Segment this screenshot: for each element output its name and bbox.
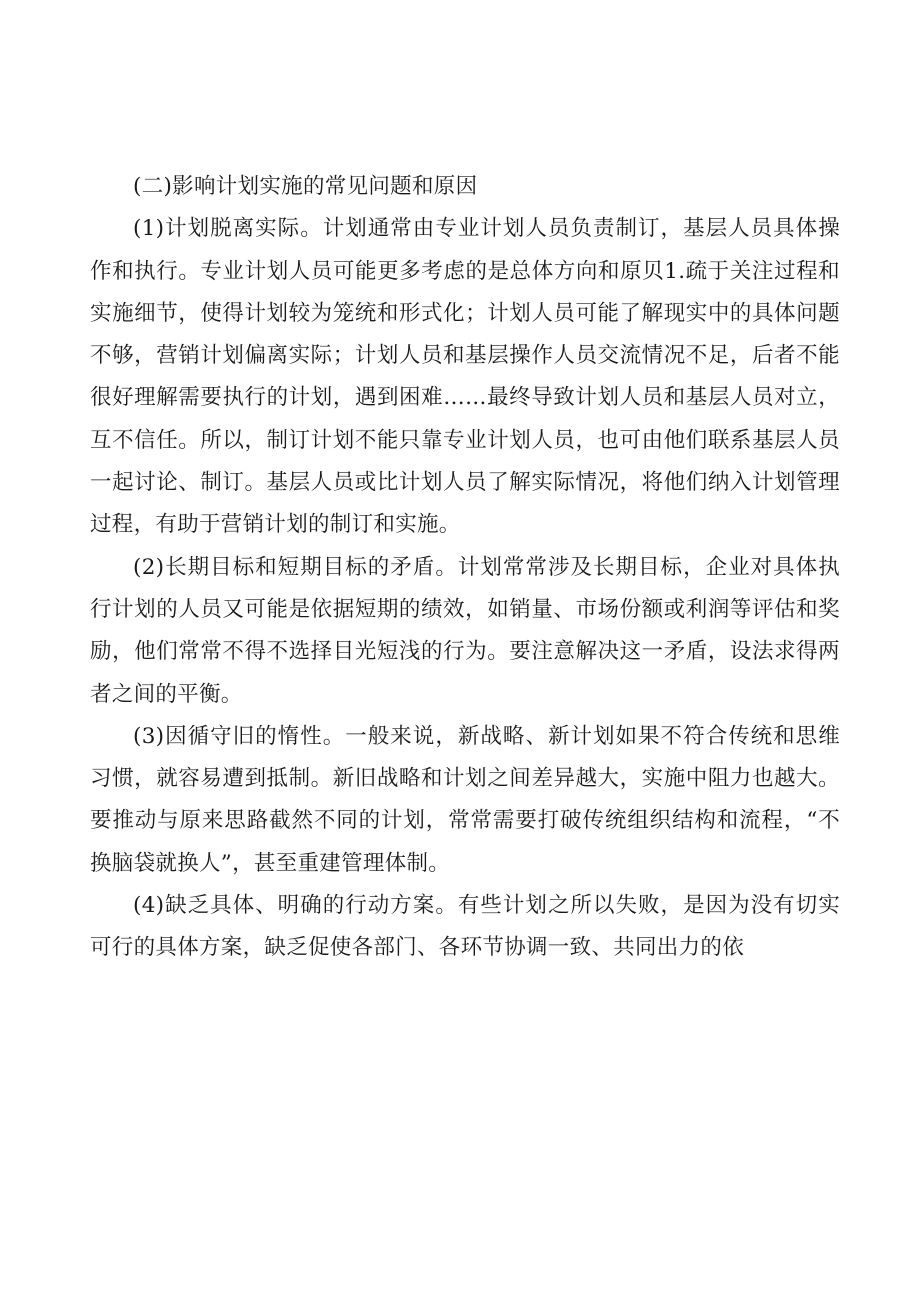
paragraph-3: (3)因循守旧的惰性。一般来说，新战略、新计划如果不符合传统和思维习惯，就容易遭到抵制。新旧战略和计划之间差异越大，实施中阻力也越大。要推动与原来思路截然不同的计划，常常需要打破传统组织结构和流程，“不换脑袋就换人”，甚至重建管理体制。 — [90, 723, 840, 876]
paragraph-4: (4)缺乏具体、明确的行动方案。有些计划之所以失败，是因为没有切实可行的具体方案，缺乏促使各部门、各环节协调一致、共同出力的依 — [90, 893, 840, 961]
paragraph-2: (2)长期目标和短期目标的矛盾。计划常常涉及长期目标，企业对具体执行计划的人员又可能是依据短期的绩效，如销量、市场份额或利润等评估和奖励，他们常常不得不选择目光短浅的行为。要注意解决这一矛盾，设法求得两者之间的平衡。 — [90, 554, 840, 707]
paragraph-1: (1)计划脱离实际。计划通常由专业计划人员负责制订，基层人员具体操作和执行。专业计划人员可能更多考虑的是总体方向和原贝1.疏于关注过程和实施细节，使得计划较为笼统和形式化；计划人员可能了解现实中的具体问题不够，营销计划偏离实际；计划人员和基层操作人员交流情况不足，后者不能很好理解需要执行的计划，遇到困难……最终导致计划人员和基层人员对立，互不信任。所以，制订计划不能只靠专业计划人员，也可由他们联系基层人员一起讨论、制订。基层人员或比计划人员了解实际情况，将他们纳入计划管理过程，有助于营销计划的制订和实施。 — [90, 216, 840, 538]
document-body — [90, 166, 840, 970]
section-heading: (二)影响计划实施的常见问题和原因 — [133, 174, 478, 199]
